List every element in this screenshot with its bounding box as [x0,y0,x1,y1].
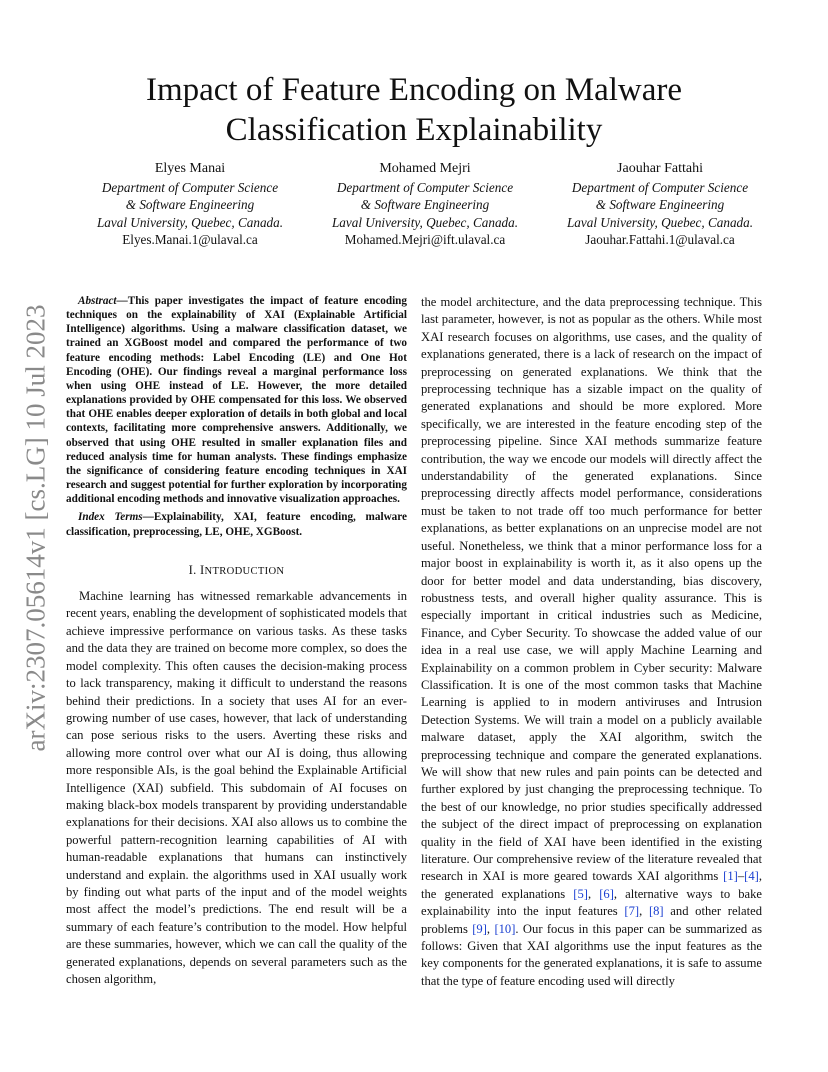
author-2 [315,160,535,248]
citation-link[interactable]: [9] [472,921,487,936]
author-university: Laval University, Quebec, Canada. [96,214,284,230]
author-department: Department of Computer Science [101,180,279,196]
section-heading [66,562,407,580]
author-3 [550,160,770,248]
author-university: Laval University, Quebec, Canada. [331,214,519,230]
citation-link[interactable]: [6] [599,886,614,901]
author-department-2: & Software Engineering [595,197,725,213]
abstract [66,294,407,506]
author-email: Elyes.Manai.1@ulaval.ca [122,231,258,247]
author-name: Mohamed Mejri [379,161,471,176]
paper-title [0,70,828,150]
author-university: Laval University, Quebec, Canada. [566,214,754,230]
author-block [80,160,770,248]
title-line-1: Impact of Feature Encoding on Malware [145,72,683,108]
citation-link[interactable]: [5] [573,886,588,901]
author-email: Mohamed.Mejri@ift.ulaval.ca [344,231,506,247]
author-1 [80,160,300,248]
index-terms [66,510,407,538]
section-title-rest: NTRODUCTION [204,565,285,577]
author-department-2: & Software Engineering [125,197,255,213]
section-number: I. [188,562,197,577]
arxiv-watermark [20,296,52,760]
abstract-text: —This paper investigates the impact of feature encoding techniques on the explainability of XAI (Explainable Artificial Intelligence) algorithms. Using a malware classification dataset, we trained an XGBoost model and compared the performance of two feature encoding methods: Label Encoding (LE) and One Hot Encoding (OHE). Our findings reveal a marginal performance loss when using OHE instead of LE. However, the more detailed explanations provided by OHE compensated for this loss. We observed that OHE enables deeper exploration of details in both global and local contexts, facilitating more comprehensive answers. Additionally, we observed that using OHE resulted in smaller explanation files and reduced analysis time for human analysts. These findings emphasize the significance of considering feature encoding techniques in XAI research and suggest potential for further exploration by incorporating additional encoding methods and innovative visualization approaches. [66,295,407,506]
author-email: Jaouhar.Fattahi.1@ulaval.ca [585,231,735,247]
index-terms-label: Index Terms [78,511,143,524]
author-department: Department of Computer Science [571,180,749,196]
body-text: the model architecture, and the data preprocessing technique. This last parameter, however, is not as popular as the others. While most XAI research focuses on algorithms, use cases, and the quality of explanations generated, there is a lack of research on the impact of preprocessing on generated explanations. We think that the preprocessing technique has a sizable impact on the quality of generated explanations and should be more explored. More specifically, we are interested in the feature encoding step of the preprocessing pipeline. Since XAI methods summarize feature contribution, the way we encode our models will directly affect the understandability of the generated explanations. Since preprocessing directly affects model performance, considerations must be taken to not trade off too much performance for better explanations, as better explanations on an unprecise model are not useful. Nonetheless, we think that a minor performance loss for a major boost in explainability is worth it, as it also opens up the door for better model and data understanding, bias discovery, robustness tests, and overall higher quality assurance. This is especially important in critical industries such as Medicine, Finance, and Cyber Security. To showcase the added value of our idea in a real use case, we will apply Machine Learning and Explainability on a common problem in Cyber security: Malware Classification. It is one of the most common tasks that Machine Learning is applied to in modern antiviruses and Intrusion Detection Systems. We will train a model on a publicly available malware dataset, apply the XAI algorithm, switch the preprocessing technique and compare the generated explanations. We will show that new rules and pain points can be detected and further explored by just changing the preprocessing technique. To the best of our knowledge, no prior studies specifically addressed the subject of the direct impact of preprocessing on explanation quality in the field of XAI have been identified in the existing literature. Our comprehensive review of the literature revealed that research in XAI is more geared towards XAI algorithms [421,295,762,884]
body-text: , the generated explanations [421,869,762,901]
body-text: , alternative ways to bake explainability into the input features [421,886,762,919]
intro-paragraph: Machine learning has witnessed remarkable advancements in recent years, enabling the development of sophisticated models that achieve impressive performance on various tasks. As these tasks and the data they are trained on become more complex, so does the model complexity. This often causes the decision-making process to lack transparency, making it difficult to understand the reasons behind their predictions. In a society that uses AI for an ever-growing number of use cases, however, that lack of understanding can pose serious risks to the users. Averting these risks and allowing more control over what our AI is doing, thus allowing more responsible AIs, is the goal behind the Explainable Artificial Intelligence (XAI) subfield. This subdomain of AI focuses on making black-box models transparent by providing understandable explanations for their decisions. XAI also allows us to combine the powerful pattern-recognition learning capabilities of AI with human-readable explanations that humans can instinctively understand and explain. the algorithms used in XAI usually work by finding out what parts of the input and of the model weights most affect the model’s predictions. The end result will be a summary of each feature’s contribution to the model. How helpful are these summaries, however, which we can call the quality of the generated explanations, depends on several parameters such as the chosen algorithm, [66,589,407,986]
citation-link[interactable]: [8] [648,904,664,919]
author-name: Elyes Manai [154,161,226,176]
intro-paragraph-continued [421,294,762,990]
citation-link[interactable]: [7] [624,904,640,919]
author-department-2: & Software Engineering [360,197,490,213]
body-text: and other related problems [421,904,763,936]
abstract-label: Abstract [78,295,117,307]
citation-link[interactable]: [10] [494,921,516,936]
citation-link[interactable]: [4] [744,869,759,884]
citation-dash: – [737,869,745,884]
citation-separator: , [587,886,600,901]
title-line-2: Classification Explainability [225,112,603,148]
author-name: Jaouhar Fattahi [617,161,703,176]
right-column [421,294,762,990]
citation-link[interactable]: [1] [723,869,738,884]
body-text: . Our focus in this paper can be summarized as follows: Given that XAI algorithms use the input features as the key components for the generated explanations, it is safe to assume that the type of feature encoding used will directly [421,921,762,988]
citation-separator: , [486,921,495,936]
index-terms-text: —Explainability, XAI, feature encoding, malware classification, preprocessing, LE, OHE, XGBoost. [66,511,407,538]
author-department: Department of Computer Science [336,180,514,196]
citation-separator: , [639,904,649,919]
left-column [66,294,407,988]
section-title-initial: I [200,562,205,577]
arxiv-identifier: arXiv:2307.05614v1 [cs.LG] 10 Jul 2023 [20,304,51,752]
